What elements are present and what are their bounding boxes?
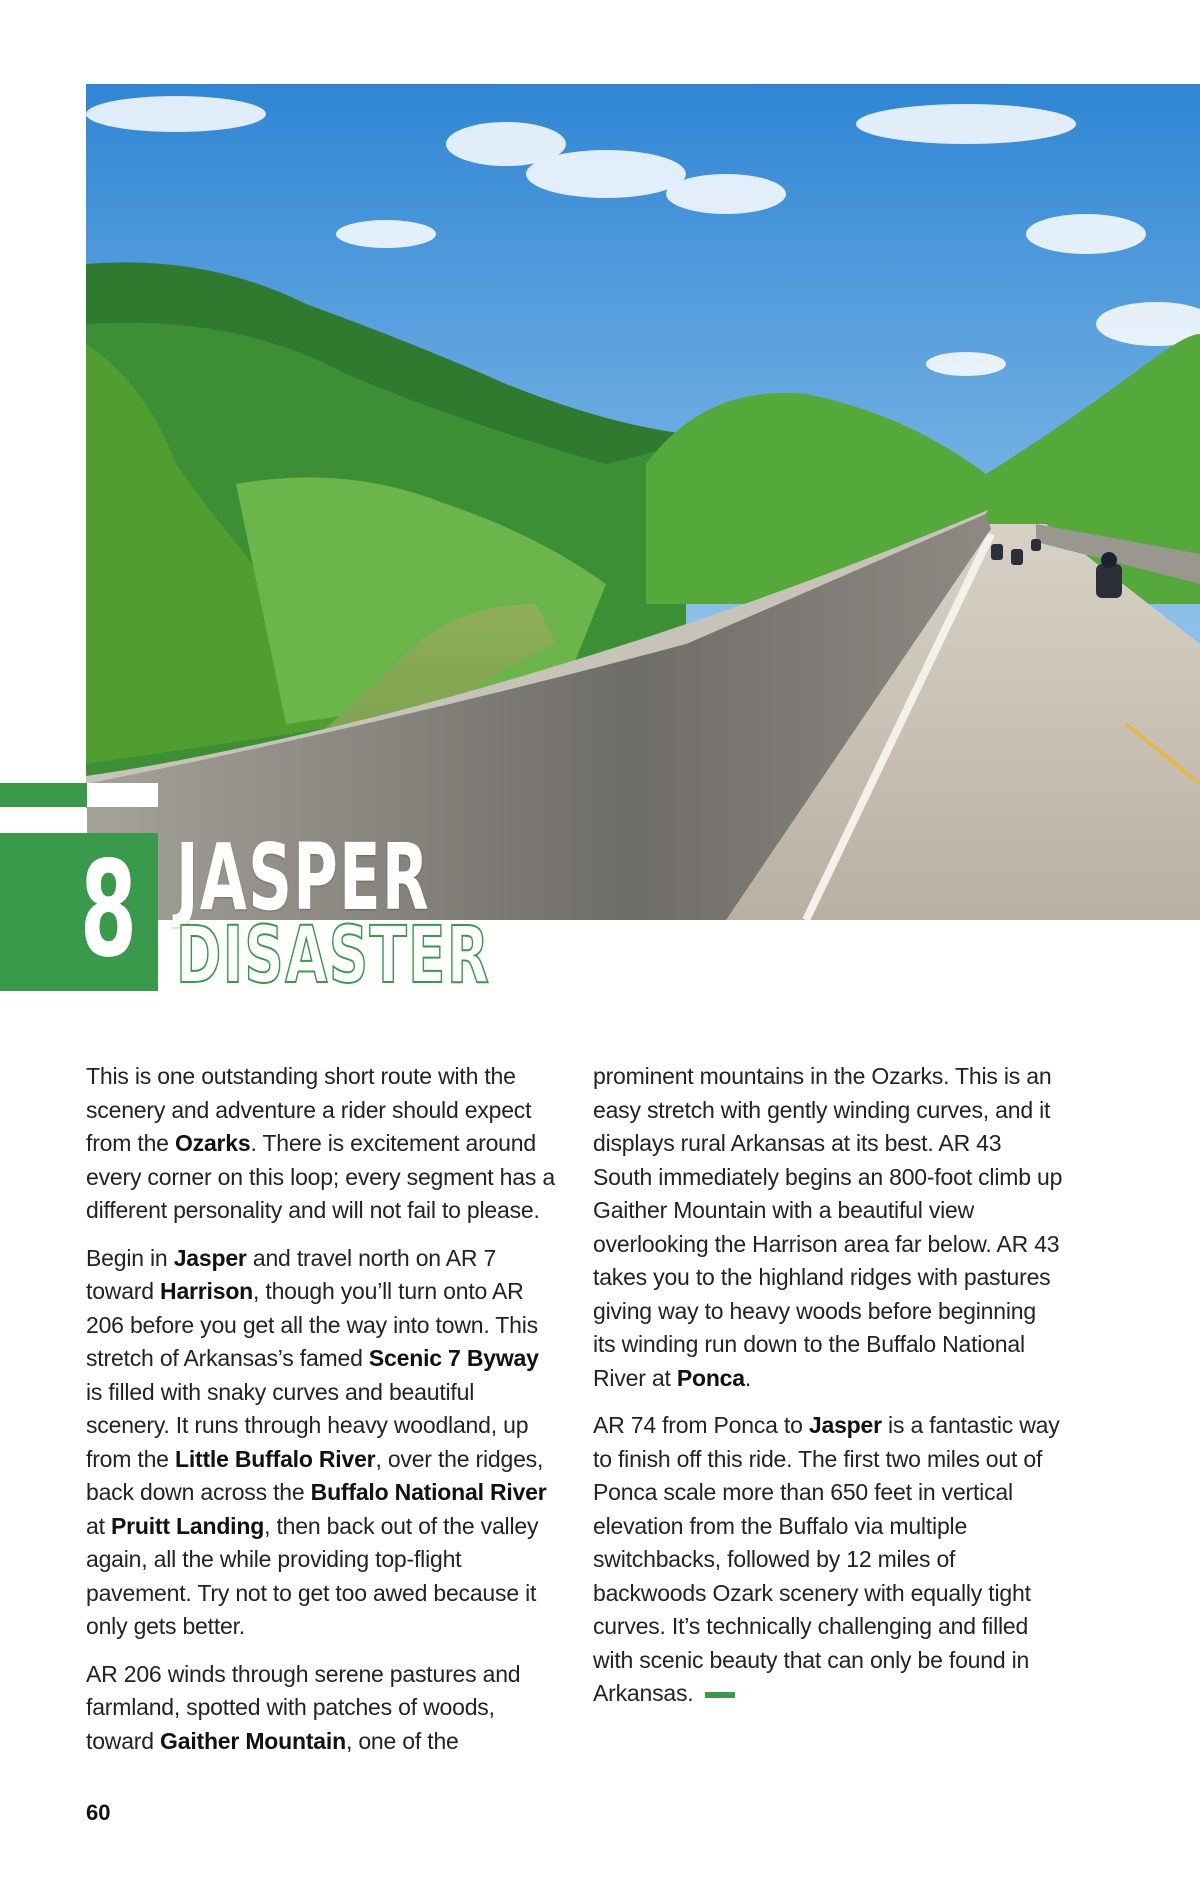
paragraph [593,1060,1063,1395]
route-title-line-2: DISASTER [176,911,491,1001]
body-column-left [86,1060,556,1772]
title-deco-bar [0,783,87,807]
text-run: and travel north on AR 7 toward [86,1244,497,1304]
text-run: This is one outstanding short route with the scenery and adventure a rider should expect from the [86,1063,532,1156]
bold-place-name: Scenic 7 Byway [368,1345,539,1371]
bold-place-name: Gaither Mountain [160,1727,346,1754]
text-run: . [744,1364,752,1391]
photo-bridge-river-motorcycles-icon [86,84,1200,920]
paragraph [86,1658,556,1759]
route-number: 8 [80,833,137,987]
route-title-line-1: JASPER [176,824,430,931]
bold-place-name: Jasper [173,1244,247,1271]
end-of-article-mark [705,1692,735,1698]
text-run: , one of the [345,1727,459,1754]
bold-place-name: Ponca [676,1364,745,1391]
title-deco-bar-light [87,783,158,807]
paragraph [86,1242,556,1644]
text-run: , then back out of the valley again, all the while providing top-flight pavement. Try not to get too awed because it only gets better. [86,1512,539,1639]
paragraph [593,1409,1063,1711]
text-run: is filled with snaky curves and beautiful scenery. It runs through heavy woodland, up from the [86,1378,529,1472]
bold-place-name: Little Buffalo River [174,1445,376,1472]
text-run: prominent mountains in the Ozarks. This is an easy stretch with gently winding curves, and it displays rural Arkansas at its best. AR 43 South immediately begins an 800-foot climb up Gaither Mountain with a beautiful view overlooking the Harrison area far below. AR 43 takes you to the highland ridges with pastures giving way to heavy woods before beginning its winding run down to the Buffalo National River at [593,1063,1063,1391]
text-run: , though you’ll turn onto AR 206 before you get all the way into town. This stretch of Arkansas’s famed [86,1278,538,1371]
page-number: 60 [86,1800,111,1825]
paragraph [86,1060,556,1228]
bold-place-name: Buffalo National River [310,1479,547,1505]
text-run: . There is excitement around every corner on this loop; every segment has a different personality and will not fail to please. [86,1130,555,1223]
text-run: , over the ridges, back down across the [86,1445,544,1505]
text-run: at [86,1512,111,1539]
text-run: Begin in [86,1244,174,1271]
bold-place-name: Pruitt Landing [110,1512,265,1539]
body-column-right [593,1060,1063,1725]
title-deco-gap [0,808,87,833]
text-run: AR 206 winds through serene pastures and farmland, spotted with patches of woods, toward [86,1660,521,1754]
text-run: is a fantastic way to finish off this ride. The first two miles out of Ponca scale more than 650 feet in vertical elevation from the Buffalo via multiple switchbacks, followed by 12 miles of backwoods Ozark scenery with equally tight curves. It’s technically challenging and filled with scenic beauty that can only be found in Arkansas. [593,1412,1060,1706]
hero-photo [86,84,1200,920]
bold-place-name: Ozarks [174,1130,251,1156]
bold-place-name: Harrison [160,1278,254,1304]
bold-place-name: Jasper [808,1412,882,1438]
text-run: AR 74 from Ponca to [593,1412,809,1438]
